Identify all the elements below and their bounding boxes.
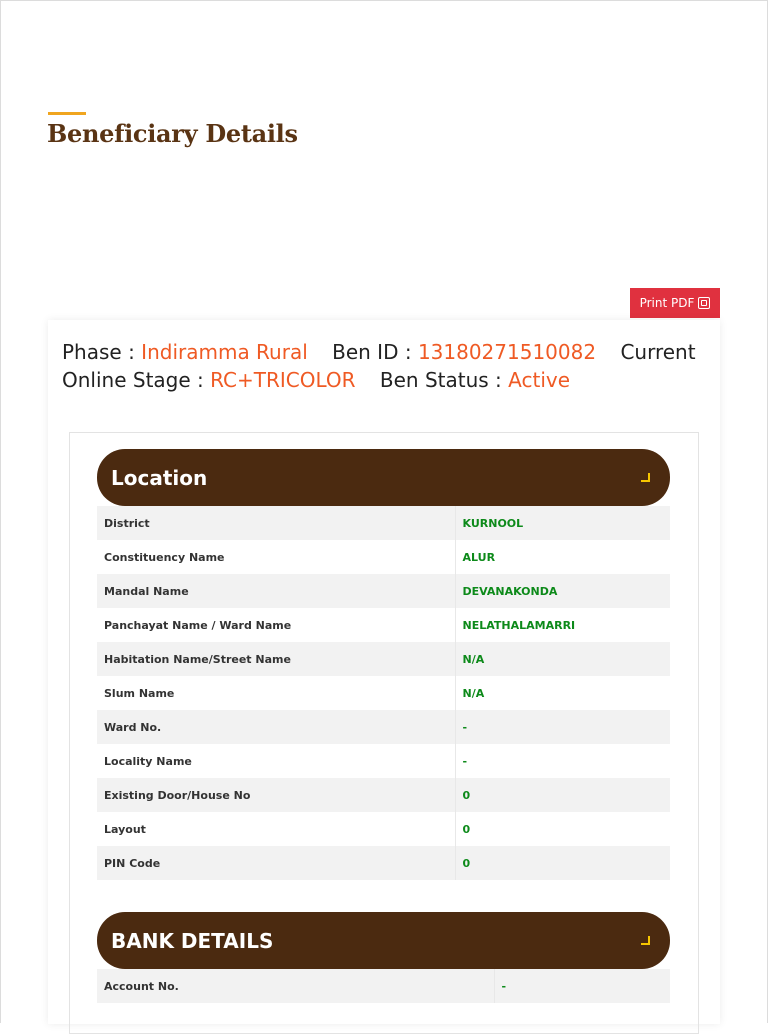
table-row xyxy=(97,744,670,778)
table-row xyxy=(97,540,670,574)
row-label: PIN Code xyxy=(97,846,455,880)
expand-corner-icon xyxy=(641,936,650,945)
table-row xyxy=(97,812,670,846)
status-value: Active xyxy=(508,368,571,392)
table-row xyxy=(97,969,670,1003)
table-row xyxy=(97,778,670,812)
stage-value: RC+TRICOLOR xyxy=(210,368,356,392)
table-row xyxy=(97,642,670,676)
row-label: Constituency Name xyxy=(97,540,455,574)
row-label: Panchayat Name / Ward Name xyxy=(97,608,455,642)
row-label: Account No. xyxy=(97,969,494,1003)
table-row xyxy=(97,846,670,880)
ben-id-value: 13180271510082 xyxy=(417,340,597,364)
row-value: 0 xyxy=(455,846,670,880)
table-row xyxy=(97,608,670,642)
phase-value: Indiramma Rural xyxy=(141,340,308,364)
page-title: Beneficiary Details xyxy=(47,119,298,148)
bank-table xyxy=(97,969,670,1003)
status-label: Ben Status : xyxy=(379,368,502,392)
row-value: 0 xyxy=(455,812,670,846)
stage-label: Current Online Stage : xyxy=(62,340,696,392)
table-row xyxy=(97,710,670,744)
row-value: - xyxy=(494,969,670,1003)
row-value: - xyxy=(455,710,670,744)
row-value: 0 xyxy=(455,778,670,812)
row-value: NELATHALAMARRI xyxy=(455,608,670,642)
row-label: Existing Door/House No xyxy=(97,778,455,812)
pdf-icon xyxy=(698,297,710,309)
row-value: ALUR xyxy=(455,540,670,574)
table-row xyxy=(97,574,670,608)
row-label: Locality Name xyxy=(97,744,455,778)
row-value: KURNOOL xyxy=(455,506,670,540)
row-value: DEVANAKONDA xyxy=(455,574,670,608)
bank-section-header[interactable] xyxy=(97,912,670,969)
title-accent-bar xyxy=(48,112,86,115)
table-row xyxy=(97,676,670,710)
phase-label: Phase : xyxy=(62,340,135,364)
bank-heading: BANK DETAILS xyxy=(111,928,274,953)
row-label: District xyxy=(97,506,455,540)
row-value: N/A xyxy=(455,676,670,710)
row-value: N/A xyxy=(455,642,670,676)
beneficiary-summary xyxy=(62,338,712,394)
row-label: Ward No. xyxy=(97,710,455,744)
expand-corner-icon xyxy=(641,473,650,482)
row-label: Habitation Name/Street Name xyxy=(97,642,455,676)
location-section-header[interactable] xyxy=(97,449,670,506)
row-label: Mandal Name xyxy=(97,574,455,608)
location-heading: Location xyxy=(111,465,208,490)
location-table xyxy=(97,506,670,880)
print-pdf-button[interactable] xyxy=(630,288,720,318)
table-row xyxy=(97,506,670,540)
print-pdf-label: Print PDF xyxy=(639,296,695,310)
row-label: Slum Name xyxy=(97,676,455,710)
row-label: Layout xyxy=(97,812,455,846)
row-value: - xyxy=(455,744,670,778)
ben-id-label: Ben ID : xyxy=(332,340,412,364)
